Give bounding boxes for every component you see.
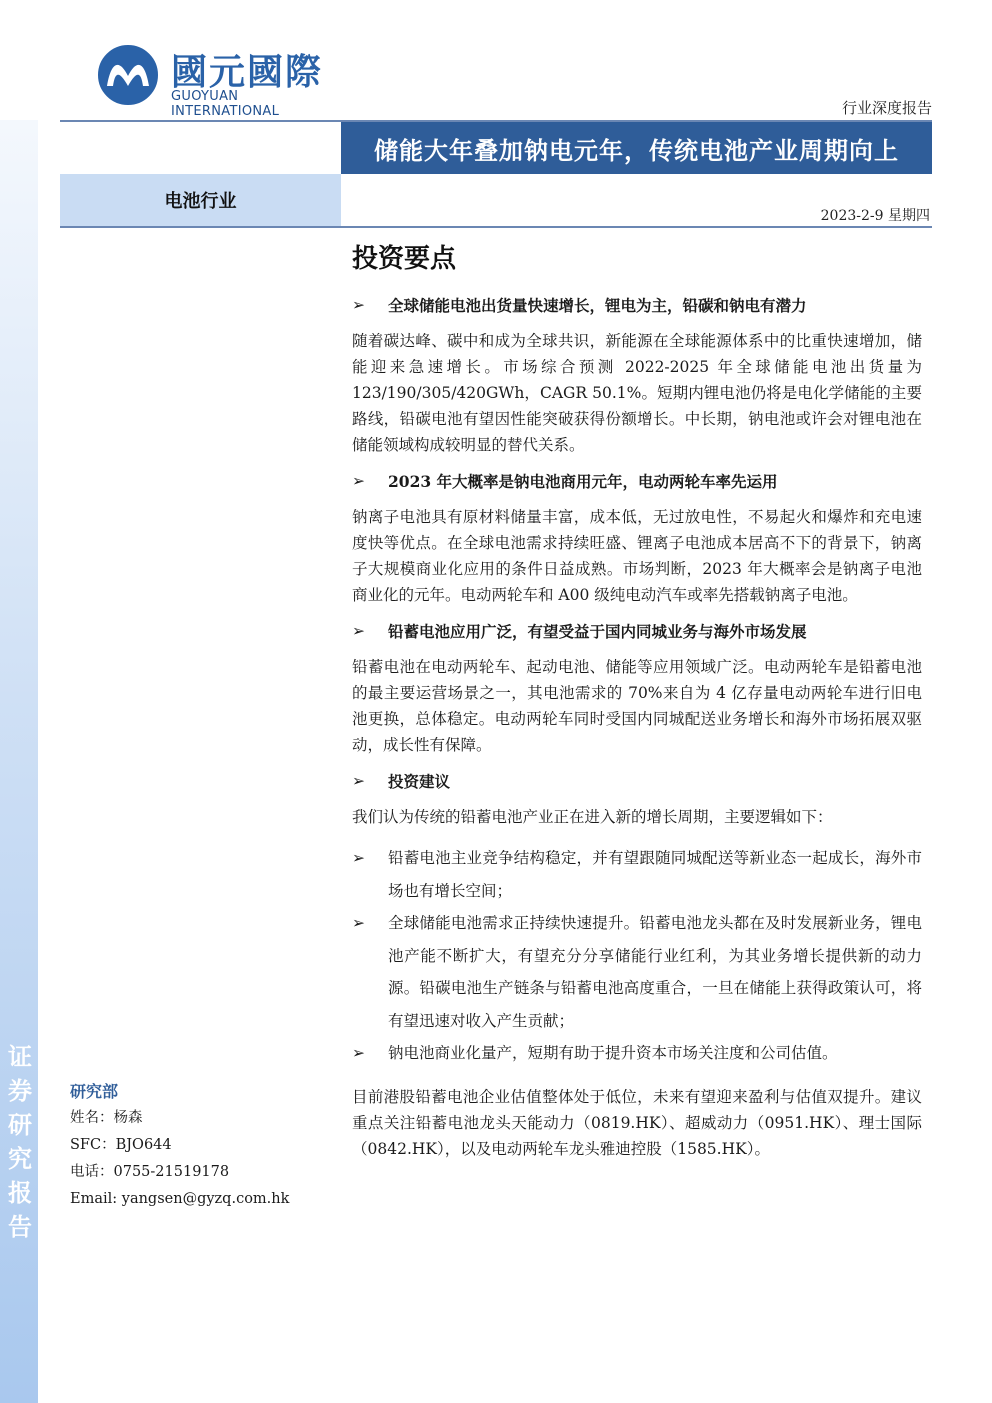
- report-date: 2023-2-9 星期四: [820, 208, 930, 224]
- arrow-icon: ➢: [352, 296, 365, 314]
- invest-heading: ➢ 投资建议: [352, 772, 451, 791]
- main-content: [352, 288, 922, 1174]
- analyst-sfc: SFC：BJO644: [70, 1137, 172, 1153]
- point-heading: ➢ 全球储能电池出货量快速增长，锂电为主，铅碳和钠电有潜力: [352, 296, 807, 315]
- sidebar-label: 证 券 研 究 报 告: [8, 1043, 32, 1241]
- report-title: 储能大年叠加钠电元年，传统电池产业周期向上: [341, 122, 932, 174]
- report-type: 行业深度报告: [841, 99, 932, 117]
- arrow-icon: ➢: [352, 622, 365, 640]
- industry-label: 电池行业: [60, 174, 341, 226]
- invest-conclusion: 目前港股铅蓄电池企业估值整体处于低位，未来有望迎来盈利与估值双提升。建议重点关注铅蓄电池龙头天能动力（0819.HK）、超威动力（0951.HK）、理士国际（0842.HK），以及电动两轮车龙头雅迪控股（1585.HK）。: [352, 1087, 922, 1158]
- point-body: 随着碳达峰、碳中和成为全球共识，新能源在全球能源体系中的比重快速增加，储能迎来急速增长。市场综合预测 2022-2025 年全球储能电池出货量为 123/190/305/420GWh，CAGR 50.1%。短期内锂电池仍将是电化学储能的主要路线，铅碳电池有望因性能突破获得份额增长。中长期，钠电池或许会对锂电池在储能领域构成较明显的替代关系。: [352, 332, 922, 454]
- section-title: 投资要点: [352, 244, 457, 274]
- point-heading: ➢ 2023 年大概率是钠电池商用元年，电动两轮车率先运用: [352, 472, 778, 491]
- arrow-icon: ➢: [352, 772, 365, 790]
- invest-item: ➢ 铅蓄电池主业竞争结构稳定，并有望跟随同城配送等新业态一起成长，海外市场也有增长空间；: [352, 842, 922, 907]
- logo-chinese-name: 國元國際: [171, 52, 324, 93]
- analyst-name: 姓名：杨森: [70, 1110, 143, 1126]
- logo-english-name: GUOYUAN INTERNATIONAL: [171, 89, 280, 119]
- point-heading: ➢ 铅蓄电池应用广泛，有望受益于国内同城业务与海外市场发展: [352, 622, 807, 641]
- analyst-email: Email: yangsen@gyzq.com.hk: [70, 1191, 290, 1207]
- arrow-icon: ➢: [352, 849, 365, 867]
- arrow-icon: ➢: [352, 1044, 365, 1062]
- research-contact: [70, 1078, 330, 1213]
- company-logo: [95, 42, 345, 119]
- point-body: 铅蓄电池在电动两轮车、起动电池、储能等应用领域广泛。电动两轮车是铅蓄电池的最主要运营场景之一，其电池需求的 70%来自为 4 亿存量电动两轮车进行旧电池更换，总体稳定。电动两轮车同时受国内同城配送业务增长和海外市场拓展双驱动，成长性有保障。: [352, 658, 922, 754]
- arrow-icon: ➢: [352, 914, 365, 932]
- invest-item: ➢ 钠电池商业化量产，短期有助于提升资本市场关注度和公司估值。: [352, 1037, 922, 1070]
- research-dept: 研究部: [70, 1082, 119, 1101]
- arrow-icon: ➢: [352, 472, 365, 490]
- header-divider: [60, 226, 932, 228]
- analyst-phone: 电话：0755-21519178: [70, 1164, 230, 1180]
- logo-mark-icon: [95, 42, 161, 108]
- point-body: 钠离子电池具有原材料储量丰富，成本低，无过放电性，不易起火和爆炸和充电速度快等优点。在全球电池需求持续旺盛、锂离子电池成本居高不下的背景下，钠离子大规模商业化应用的条件日益成熟。市场判断，2023 年大概率会是钠离子电池商业化的元年。电动两轮车和 A00 级纯电动汽车或率先搭载钠离子电池。: [352, 508, 922, 604]
- invest-intro: 我们认为传统的铅蓄电池产业正在进入新的增长周期，主要逻辑如下：: [352, 808, 833, 826]
- invest-item: ➢ 全球储能电池需求正持续快速提升。铅蓄电池龙头都在及时发展新业务，锂电池产能不断扩大，有望充分分享储能行业红利，为其业务增长提供新的动力源。铅碳电池生产链条与铅蓄电池高度重合，一旦在储能上获得政策认可，将有望迅速对收入产生贡献；: [352, 907, 922, 1037]
